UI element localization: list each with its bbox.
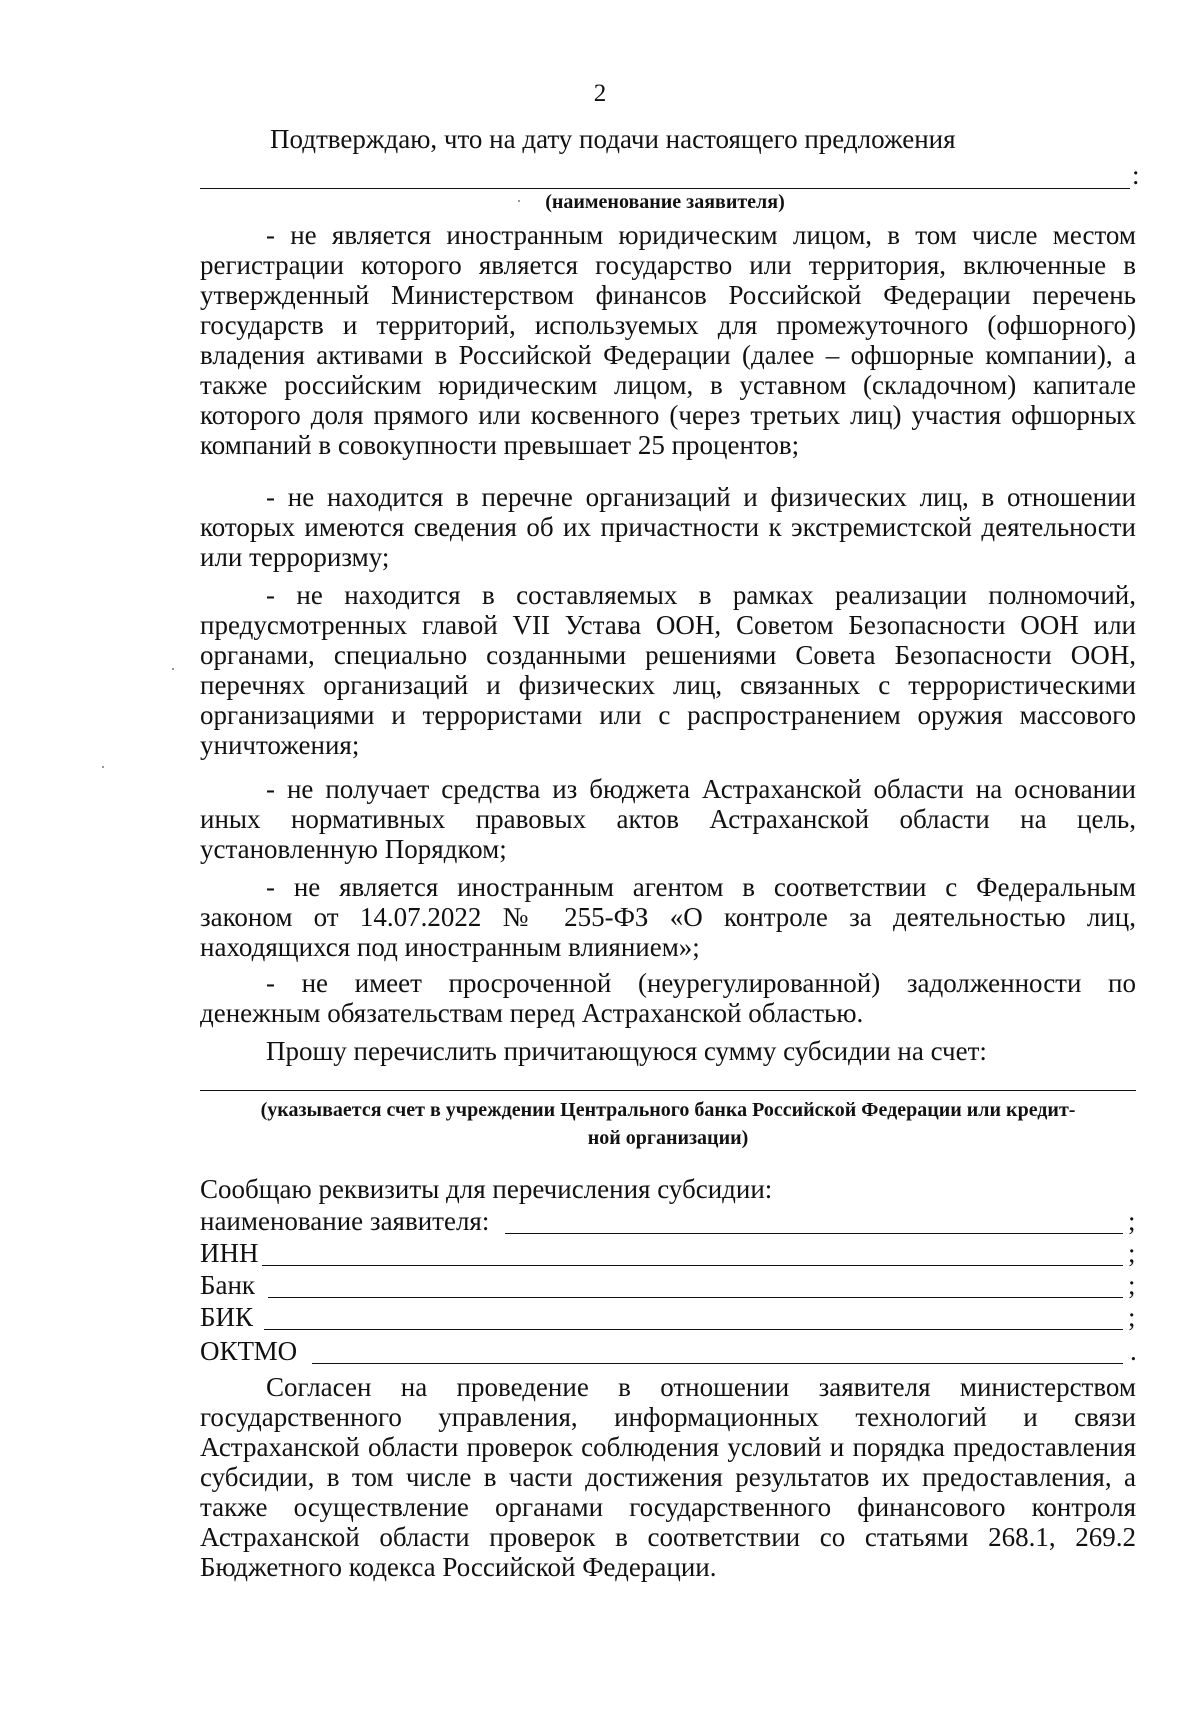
page-number: 2 bbox=[593, 80, 607, 107]
field-label-applicant: наименование заявителя: bbox=[200, 1206, 490, 1236]
field-line-bank bbox=[268, 1297, 1123, 1298]
consent-paragraph: Согласен на проведение в отношении заявителя министерством государственного управления, информационных технологий и связи Астраханской области проверок соблюдения условий и порядка предоставления субсидии, в том числе в части достижения результатов их предоставления, а также осуществление органами государственного финансового контроля Астраханской области проверок в соответствии со статьями 268.1, 269.2 Бюджетного кодекса Российской Федерации. bbox=[200, 1372, 1136, 1582]
scan-speck bbox=[172, 668, 174, 670]
paragraph-debt: - не имеет просроченной (неурегулированной) задолженности по денежным обязательствам перед Астраханской областью. bbox=[200, 968, 1136, 1028]
field-label-oktmo: ОКТМО bbox=[200, 1336, 298, 1366]
field-end-bik: ; bbox=[1128, 1302, 1136, 1332]
field-label-bank: Банк bbox=[200, 1270, 256, 1300]
account-line bbox=[200, 1090, 1136, 1091]
paragraph-offshore: - не является иностранным юридическим лицом, в том числе местом регистрации которого является государство или территория, включенные в утвержденный Министерством финансов Российской Федерации перечень государств и территорий, используемых для промежуточного (офшорного) владения активами в Российской Федерации (далее – офшорные компании), а также российским юридическим лицом, в уставном (складочном) капитале которого доля прямого или косвенного (через третьих лиц) участия офшорных компаний в совокупности превышает 25 процентов; bbox=[200, 220, 1136, 460]
field-end-inn: ; bbox=[1128, 1238, 1136, 1268]
paragraph-budget: - не получает средства из бюджета Астраханской области на основании иных нормативных правовых актов Астраханской области на цель, установленную Порядком; bbox=[200, 774, 1136, 864]
scan-speck bbox=[102, 766, 104, 768]
scan-speck bbox=[518, 200, 520, 202]
field-end-applicant: ; bbox=[1128, 1206, 1136, 1236]
field-line-inn bbox=[262, 1265, 1123, 1266]
account-caption-line1: (указывается счет в учреждении Центрального банка Российской Федерации или кредит- bbox=[260, 1099, 1076, 1121]
paragraph-extremism: - не находится в перечне организаций и физических лиц, в отношении которых имеются сведения об их причастности к экстремистской деятельности или терроризму; bbox=[200, 482, 1136, 572]
field-line-oktmo bbox=[312, 1363, 1123, 1364]
account-caption-line2: ной организации) bbox=[587, 1127, 749, 1149]
requisites-intro: Сообщаю реквизиты для перечисления субсидии: bbox=[200, 1174, 773, 1204]
applicant-line-colon: : bbox=[1132, 160, 1140, 190]
transfer-request: Прошу перечислить причитающуюся сумму субсидии на счет: bbox=[266, 1036, 987, 1066]
field-line-bik bbox=[264, 1329, 1123, 1330]
field-label-inn: ИНН bbox=[200, 1238, 259, 1268]
field-line-applicant bbox=[505, 1233, 1123, 1234]
paragraph-foreign-agent: - не является иностранным агентом в соответствии с Федеральным законом от 14.07.2022 № 255-ФЗ «О контроле за деятельностью лиц, находящихся под иностранным влиянием»; bbox=[200, 872, 1136, 962]
field-label-bik: БИК bbox=[200, 1302, 254, 1332]
confirm-intro: Подтверждаю, что на дату подачи настоящего предложения bbox=[270, 124, 956, 154]
applicant-caption: (наименование заявителя) bbox=[545, 191, 785, 213]
field-end-oktmo: . bbox=[1130, 1336, 1137, 1366]
paragraph-un-lists: - не находится в составляемых в рамках реализации полномочий, предусмотренных главой VII Устава ООН, Советом Безопасности ООН или органами, специально созданными решениями Совета Безопасности ООН, перечнях организаций и физических лиц, связанных с террористическими организациями и террористами или с распространением оружия массового уничтожения; bbox=[200, 580, 1136, 760]
field-end-bank: ; bbox=[1128, 1270, 1136, 1300]
